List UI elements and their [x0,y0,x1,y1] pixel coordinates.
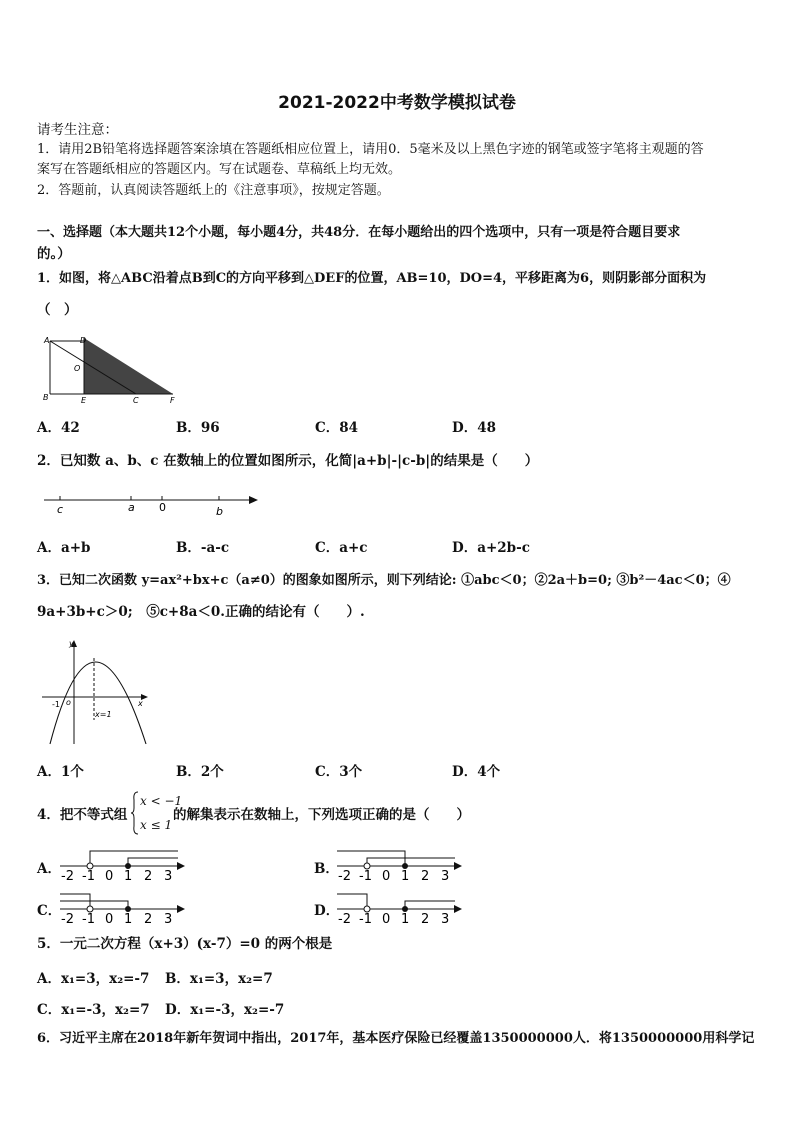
tick-label: 1 [401,869,410,884]
question-3-text-line-1: 3．已知二次函数 y=ax²+bx+c（a≠0）的图象如图所示，则下列结论: ①abc＜0；②2a＋b=0; ③b²－4ac＜0；④ [37,573,731,588]
tick-label: 0 [382,869,391,884]
tick-label: 1 [124,912,133,927]
question-2-option-c: C．a+c [315,540,368,556]
tick-label: -1 [82,912,95,927]
root-label-minus-one: -1 [52,700,60,709]
question-1-option-a: A．42 [37,420,80,436]
label-b: b [216,505,223,518]
parabola-curve [50,662,146,744]
tick-label: -2 [61,869,74,884]
question-2-option-a: A．a+b [37,540,91,556]
question-1-option-b: B．96 [176,420,220,436]
point-label-f: F [170,396,175,405]
question-1-option-d: D．48 [452,420,496,436]
question-3-text-line-2: 9a+3b+c＞0; ⑤c+8a＜0.正确的结论有（ ）. [37,604,365,620]
tick-label: 2 [144,869,153,884]
axis-arrow-icon [177,905,185,913]
notice-item-1-line-1: 1．请用2B铅笔将选择题答案涂填在答题纸相应位置上，请用0．5毫米及以上黑色字迹的钢笔或签字笔将主观题的答 [37,142,704,157]
tick-label: 3 [441,869,450,884]
question-5-option-d: D．x₁=-3，x₂=-7 [165,1002,285,1018]
question-4-option-c-letter: C． [37,903,62,919]
question-4-option-a-number-line [58,846,190,884]
question-3-option-d: D．4个 [452,764,501,780]
question-2-number-line [42,489,264,519]
page-title: 2021-2022中考数学模拟试卷 [278,93,516,113]
notice-item-1-line-2: 案写在答题纸相应的答题区内。写在试题卷、草稿纸上均无效。 [37,162,402,177]
question-4-option-d-letter: D． [314,903,340,919]
question-5-option-a: A．x₁=3，x₂=-7 [37,971,150,987]
label-zero: 0 [159,501,166,514]
tick-label: 0 [382,912,391,927]
tick-label: 2 [421,869,430,884]
label-a: a [128,501,135,514]
tick-label: 0 [105,912,114,927]
tick-label: 1 [401,912,410,927]
origin-label: o [66,698,71,707]
ray-right-from-one [405,901,455,909]
shaded-region [84,338,173,394]
ray-right-from-one [128,858,178,866]
point-label-b: B [43,393,49,402]
system-inequality-2: x ≤ 1 [140,818,173,832]
question-2-option-d: D．a+2b-c [452,540,530,556]
question-2-option-b: B．-a-c [176,540,230,556]
question-4-option-a-letter: A． [37,861,61,877]
section-1-heading-line-1: 一、选择题（本大题共12个小题，每小题4分，共48分．在每小题给出的四个选项中，只有一项是符合题目要求 [37,225,681,240]
question-1-text-line-2: （ ） [37,302,78,318]
point-label-a: A [44,336,50,345]
section-1-heading-line-2: 的。） [37,246,71,262]
system-inequality-1: x < −1 [140,794,183,808]
notice-item-2: 2．答题前，认真阅读答题纸上的《注意事项》，按规定答题。 [37,183,390,198]
question-6-text: 6．习近平主席在2018年新年贺词中指出，2017年，基本医疗保险已经覆盖1350000000人．将1350000000用科学记 [37,1031,755,1046]
tick-label: 3 [164,869,173,884]
symmetry-axis-label: x=1 [95,710,112,719]
question-2-text: 2．已知数 a、b、c 在数轴上的位置如图所示，化简|a+b|-|c-b|的结果是（ ） [37,453,539,469]
point-label-o: O [74,364,81,373]
brace-curve [131,792,138,834]
question-5-option-b: B．x₁=3，x₂=7 [165,971,273,987]
question-4-option-b-letter: B． [314,861,339,877]
question-1-text-line-1: 1．如图，将△ABC沿着点B到C的方向平移到△DEF的位置，AB=10，DO=4，平移距离为6，则阴影部分面积为 [37,271,707,286]
question-3-option-a: A．1个 [37,764,84,780]
question-1-figure [38,333,188,405]
tick-label: -2 [338,869,351,884]
question-4-suffix: 的解集表示在数轴上，下列选项正确的是（ ） [173,807,470,823]
tick-label: 2 [144,912,153,927]
point-label-e: E [81,396,87,405]
question-1-option-c: C．84 [315,420,359,436]
ray-left-to-one [60,901,128,909]
tick-label: -1 [82,869,95,884]
ray-right-from-minus-one [367,858,455,866]
tick-label: 0 [105,869,114,884]
y-axis-label: y [69,639,74,648]
question-5-text: 5．一元二次方程（x+3）(x-7）=0 的两个根是 [37,936,333,952]
axis-arrow-icon [454,905,462,913]
point-label-d: D [80,336,87,345]
notice-heading: 请考生注意： [37,122,118,138]
question-4-option-c-number-line [58,889,190,927]
axis-arrow-icon [454,862,462,870]
question-3-option-c: C．3个 [315,764,363,780]
tick-label: 2 [421,912,430,927]
tick-label: -2 [338,912,351,927]
tick-label: -1 [359,912,372,927]
axis-arrow-icon [177,862,185,870]
tick-label: -1 [359,869,372,884]
question-3-parabola-graph [38,636,153,748]
tick-label: -2 [61,912,74,927]
tick-label: 1 [124,869,133,884]
ray-left-to-minus-one [337,894,367,909]
tick-label: 3 [164,912,173,927]
question-5-option-c: C．x₁=-3，x₂=7 [37,1002,150,1018]
question-4-prefix: 4．把不等式组 [37,807,128,823]
point-label-c: C [133,396,139,405]
label-c: c [57,503,64,516]
question-4-option-b-number-line [335,846,467,884]
question-4-option-d-number-line [335,889,467,927]
tick-label: 3 [441,912,450,927]
question-3-option-b: B．2个 [176,764,224,780]
system-brace [130,790,140,836]
x-axis-label: x [138,699,143,708]
axis-arrow-icon [249,496,258,504]
